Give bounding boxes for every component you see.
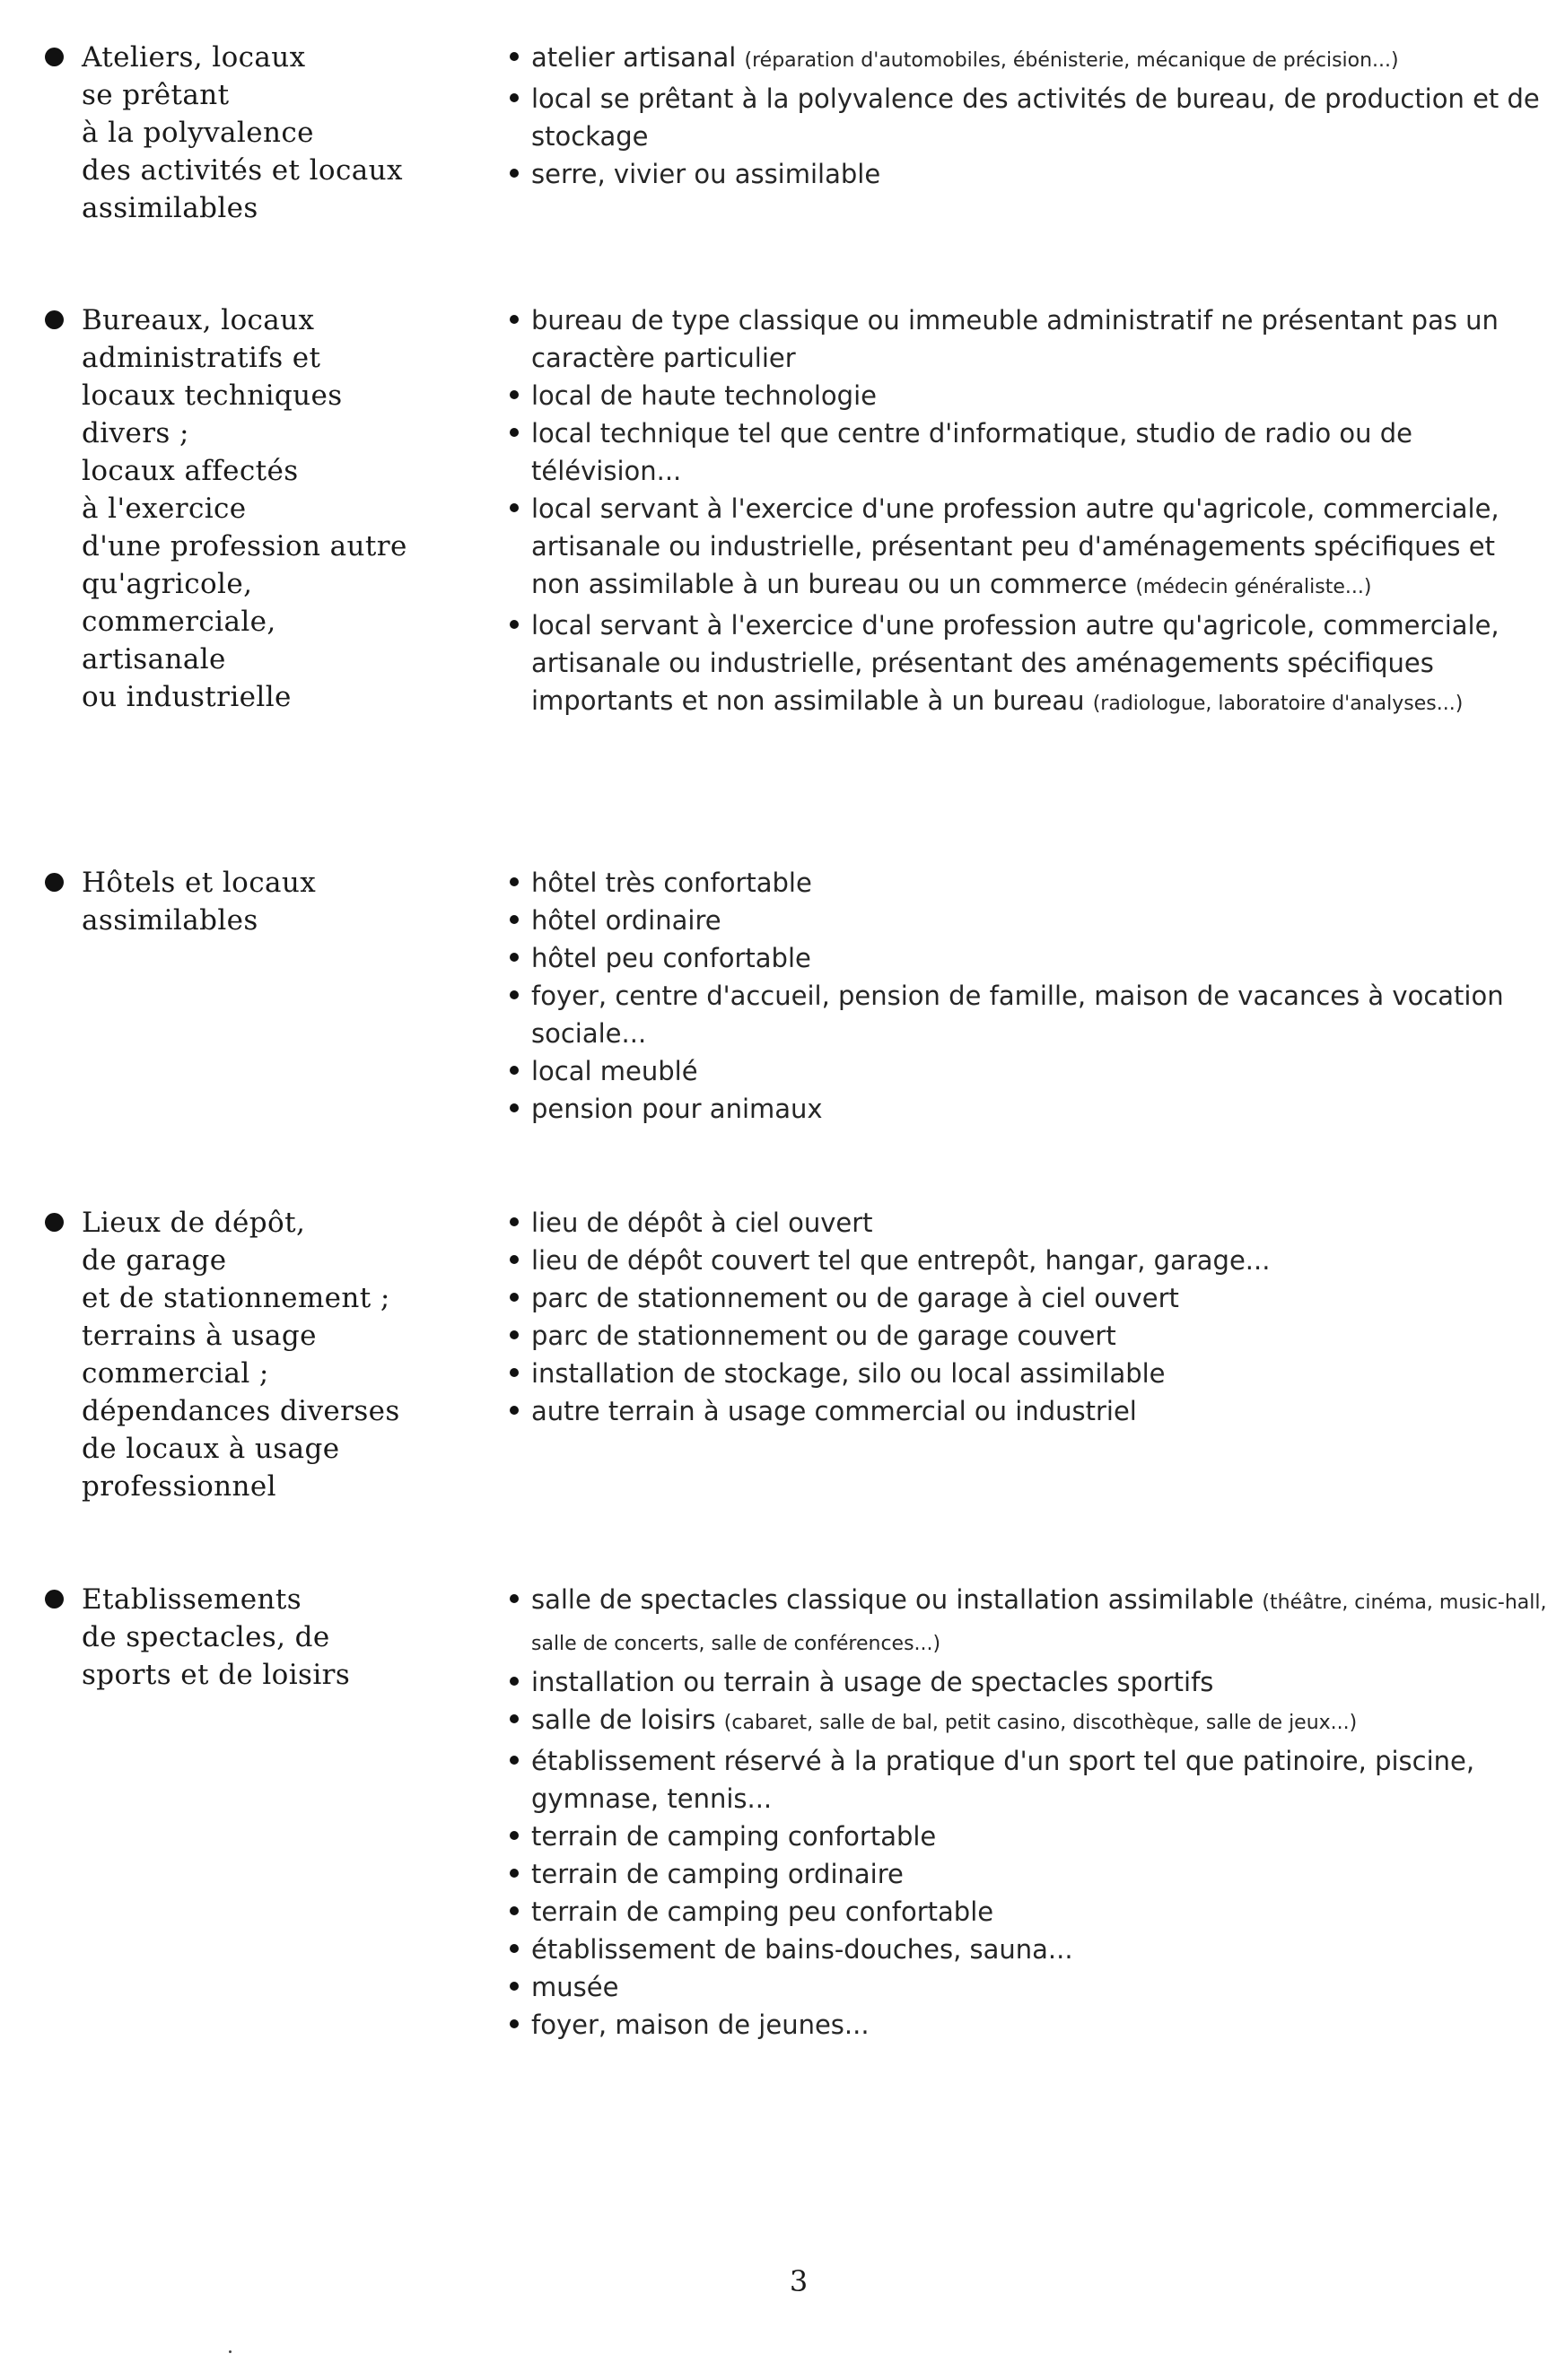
bullet-icon: [510, 1368, 519, 1377]
bullet-icon: [510, 1406, 519, 1415]
item-list: [507, 301, 1548, 723]
item-text: salle de spectacles classique ou installation assimilable: [531, 1584, 1263, 1615]
title-line: et de stationnement ;: [82, 1282, 390, 1314]
bullet-icon: [510, 1594, 519, 1603]
title-line: ou industrielle: [82, 681, 292, 713]
item-text: parc de stationnement ou de garage couvert: [531, 1321, 1116, 1351]
bullet-dot-icon: [45, 1590, 64, 1608]
list-item: [507, 606, 1548, 723]
list-item: [507, 155, 1548, 193]
item-text: terrain de camping confortable: [531, 1821, 937, 1852]
item-text: hôtel très confortable: [531, 867, 812, 898]
list-item: [507, 80, 1548, 155]
item-list: [507, 1204, 1548, 1430]
category-title: [45, 1204, 440, 1505]
item-text: hôtel peu confortable: [531, 943, 811, 973]
bullet-icon: [510, 1103, 519, 1112]
bullet-icon: [510, 877, 519, 886]
item-note: (cabaret, salle de bal, petit casino, discothèque, salle de jeux...): [723, 1712, 1358, 1734]
title-line: assimilables: [82, 904, 258, 937]
item-text: lieu de dépôt à ciel ouvert: [531, 1207, 873, 1238]
item-text: établissement réservé à la pratique d'un sport tel que patinoire, piscine, gymnase, tennis...: [531, 1746, 1475, 1814]
bullet-dot-icon: [45, 873, 64, 892]
item-note: (théâtre, cinéma, music-hall, salle de concerts, salle de conférences...): [531, 1591, 1547, 1655]
list-item: [507, 1931, 1548, 1968]
list-item: [507, 1242, 1548, 1279]
bullet-icon: [510, 169, 519, 178]
bullet-icon: [510, 52, 519, 61]
item-text: atelier artisanal: [531, 42, 745, 73]
bullet-icon: [510, 953, 519, 962]
bullet-dot-icon: [45, 1213, 64, 1232]
title-line: Lieux de dépôt,: [82, 1207, 306, 1239]
bullet-icon: [510, 503, 519, 512]
list-item: [507, 1742, 1548, 1818]
item-text: local de haute technologie: [531, 380, 877, 411]
list-item: [507, 1355, 1548, 1392]
list-item: [507, 1663, 1548, 1701]
list-item: [507, 977, 1548, 1052]
list-item: [507, 1052, 1548, 1090]
category-title: [45, 864, 440, 939]
item-text: établissement de bains-douches, sauna...: [531, 1934, 1073, 1965]
list-item: [507, 864, 1548, 902]
title-line: Hôtels et locaux: [82, 867, 317, 899]
title-line: à l'exercice: [82, 493, 247, 525]
title-line: qu'agricole,: [82, 568, 253, 600]
item-text: autre terrain à usage commercial ou industriel: [531, 1396, 1137, 1426]
list-item: [507, 1701, 1548, 1742]
item-text: foyer, centre d'accueil, pension de famille, maison de vacances à vocation sociale...: [531, 981, 1504, 1049]
title-line: commerciale,: [82, 606, 276, 638]
category-title: [45, 39, 440, 227]
bullet-icon: [510, 1944, 519, 1953]
page-number: 3: [789, 2264, 809, 2298]
bullet-icon: [510, 1330, 519, 1339]
bullet-icon: [510, 1869, 519, 1878]
item-text: musée: [531, 1972, 619, 2002]
bullet-icon: [510, 1217, 519, 1226]
item-note: (médecin généraliste...): [1135, 576, 1372, 598]
list-item: [507, 939, 1548, 977]
title-line: artisanale: [82, 643, 226, 676]
item-text: pension pour animaux: [531, 1094, 823, 1124]
title-line: commercial ;: [82, 1357, 269, 1390]
list-item: [507, 490, 1548, 606]
item-list: [507, 864, 1548, 1128]
bullet-icon: [510, 2019, 519, 2028]
list-item: [507, 1818, 1548, 1855]
item-text: terrain de camping ordinaire: [531, 1859, 904, 1889]
item-text: lieu de dépôt couvert tel que entrepôt, hangar, garage...: [531, 1245, 1271, 1276]
bullet-icon: [510, 1756, 519, 1765]
title-line: de locaux à usage: [82, 1433, 340, 1465]
category-title: [45, 301, 440, 716]
bullet-icon: [510, 390, 519, 399]
bullet-icon: [510, 315, 519, 324]
list-item: [507, 1090, 1548, 1128]
item-text: terrain de camping peu confortable: [531, 1896, 994, 1927]
list-item: [507, 902, 1548, 939]
bullet-icon: [510, 1982, 519, 1991]
list-item: [507, 1855, 1548, 1893]
item-text: installation ou terrain à usage de spectacles sportifs: [531, 1667, 1214, 1697]
item-text: local technique tel que centre d'informatique, studio de radio ou de télévision...: [531, 418, 1412, 486]
bullet-icon: [510, 1831, 519, 1840]
item-text: local se prêtant à la polyvalence des activités de bureau, de production et de stockage: [531, 83, 1540, 152]
title-line: des activités et locaux: [82, 154, 403, 187]
title-line: Etablissements: [82, 1583, 302, 1616]
item-note: (radiologue, laboratoire d'analyses...): [1092, 693, 1464, 715]
bullet-icon: [510, 620, 519, 629]
list-item: [507, 1204, 1548, 1242]
title-line: de spectacles, de: [82, 1621, 330, 1653]
bullet-icon: [510, 1906, 519, 1915]
title-line: divers ;: [82, 417, 189, 449]
title-line: à la polyvalence: [82, 117, 314, 149]
item-text: bureau de type classique ou immeuble administratif ne présentant pas un caractère particulier: [531, 305, 1499, 373]
title-line: d'une profession autre: [82, 530, 407, 562]
item-list: [507, 39, 1548, 193]
item-list: [507, 1581, 1548, 2044]
title-line: Ateliers, locaux: [82, 41, 306, 74]
title-line: de garage: [82, 1244, 227, 1277]
bullet-dot-icon: [45, 310, 64, 329]
list-item: [507, 1317, 1548, 1355]
title-line: terrains à usage: [82, 1320, 317, 1352]
item-text: hôtel ordinaire: [531, 905, 721, 936]
title-line: administratifs et: [82, 342, 321, 374]
item-note: (réparation d'automobiles, ébénisterie, mécanique de précision...): [744, 49, 1399, 72]
list-item: [507, 377, 1548, 414]
category-title: [45, 1581, 440, 1694]
title-line: locaux techniques: [82, 379, 343, 412]
item-text: local meublé: [531, 1056, 698, 1086]
title-line: dépendances diverses: [82, 1395, 400, 1427]
item-text: local servant à l'exercice d'une profession autre qu'agricole, commerciale, artisanale ou industrielle, présentant des aménagements spécifiques importants et non assimilable à un bureau: [531, 610, 1499, 716]
list-item: [507, 1581, 1548, 1663]
bullet-icon: [510, 1066, 519, 1075]
item-text: installation de stockage, silo ou local assimilable: [531, 1358, 1166, 1389]
item-text: serre, vivier ou assimilable: [531, 159, 881, 189]
item-text: local servant à l'exercice d'une profession autre qu'agricole, commerciale, artisanale ou industrielle, présentant peu d'aménagements spécifiques et non assimilable à un bureau ou un commerce: [531, 493, 1499, 599]
title-line: sports et de loisirs: [82, 1659, 351, 1691]
bullet-icon: [510, 93, 519, 102]
bullet-icon: [510, 1255, 519, 1264]
bullet-dot-icon: [45, 48, 64, 66]
list-item: [507, 1968, 1548, 2006]
item-text: foyer, maison de jeunes...: [531, 2009, 870, 2040]
list-item: [507, 39, 1548, 80]
list-item: [507, 1279, 1548, 1317]
bullet-icon: [510, 428, 519, 437]
bullet-icon: [510, 990, 519, 999]
title-line: se prêtant: [82, 79, 230, 111]
title-line: assimilables: [82, 192, 258, 224]
list-item: [507, 301, 1548, 377]
list-item: [507, 2006, 1548, 2044]
bullet-icon: [510, 1677, 519, 1686]
bullet-icon: [510, 1714, 519, 1723]
bullet-icon: [510, 1293, 519, 1302]
list-item: [507, 1893, 1548, 1931]
item-text: parc de stationnement ou de garage à ciel ouvert: [531, 1283, 1179, 1313]
title-line: locaux affectés: [82, 455, 299, 487]
list-item: [507, 414, 1548, 490]
item-text: salle de loisirs: [531, 1704, 724, 1735]
list-item: [507, 1392, 1548, 1430]
title-line: Bureaux, locaux: [82, 304, 315, 336]
title-line: professionnel: [82, 1470, 276, 1503]
bullet-icon: [510, 915, 519, 924]
scan-speck: [229, 2350, 232, 2353]
